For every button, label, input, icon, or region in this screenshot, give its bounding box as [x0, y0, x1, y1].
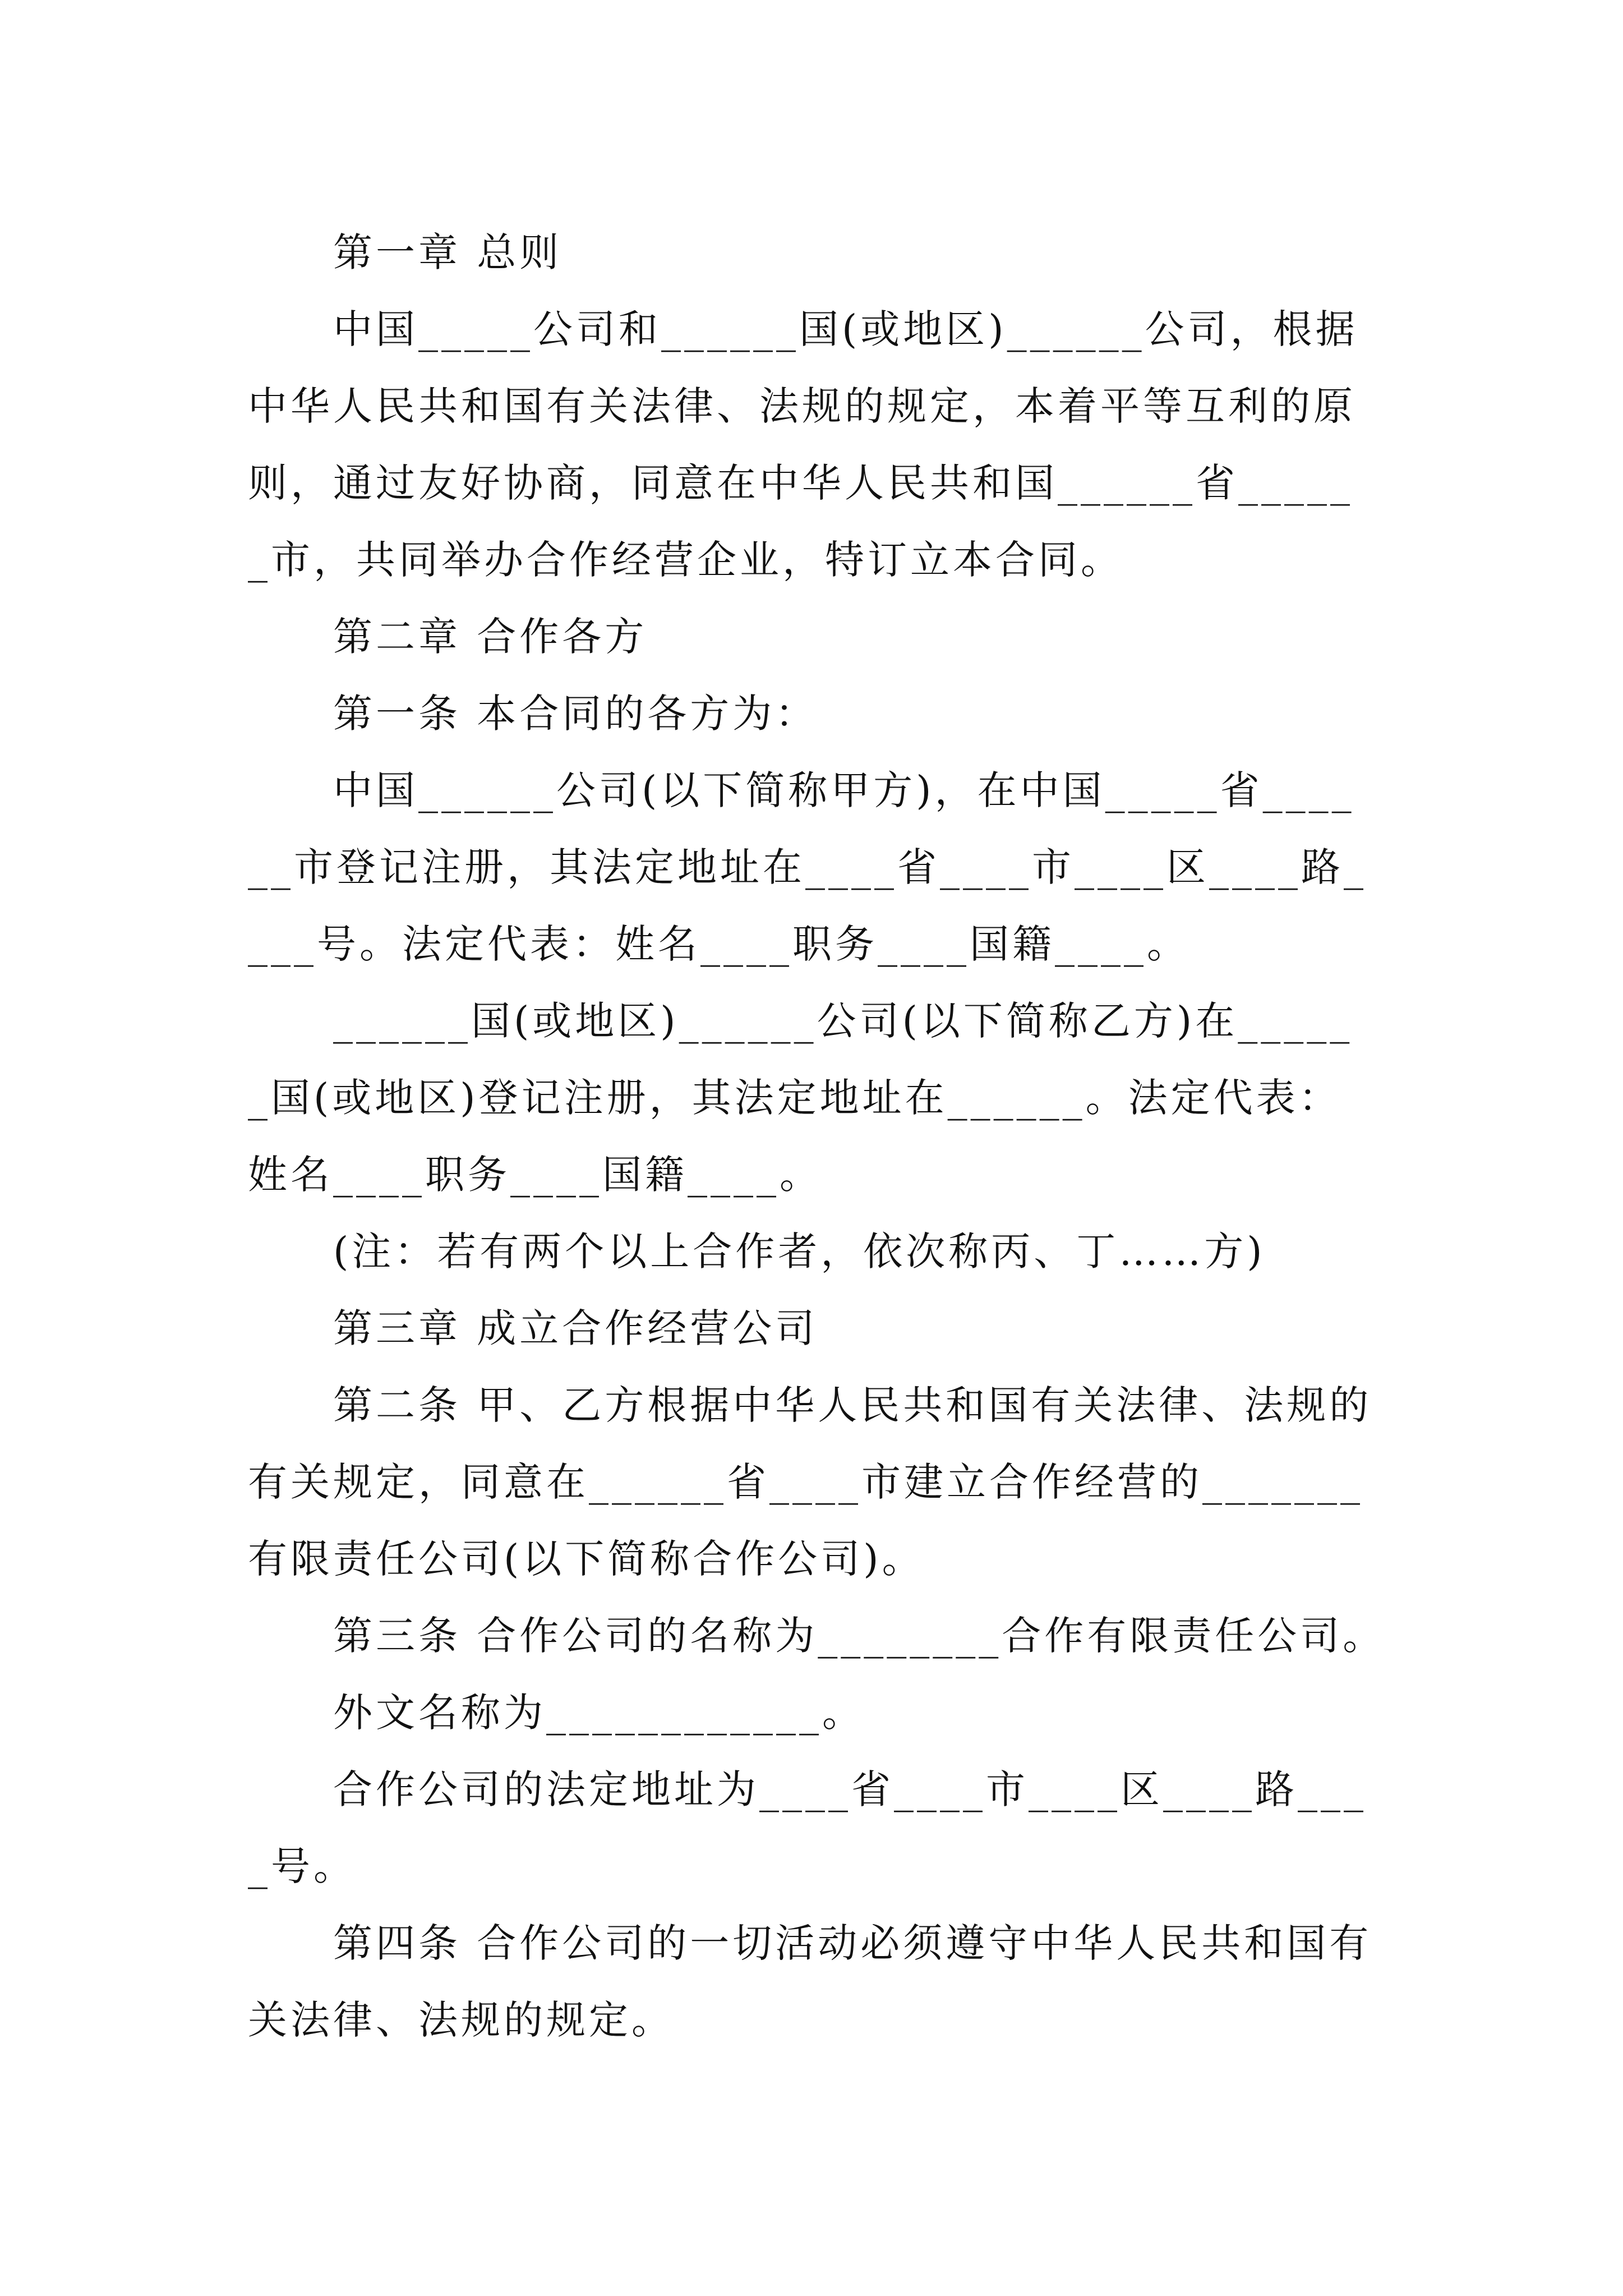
chapter-1-title: 第一章 总则	[333, 229, 562, 275]
chapter-1-body: 中国_____公司和______国(或地区)______公司，根据中华人民共和国有关法律、法规的规定，本着平等互利的原则，通过友好协商，同意在中华人民共和国______省______市，共同举办合作经营企业，特订立本合同。	[248, 306, 1358, 583]
chapter-2-title: 第二章 合作各方	[333, 614, 648, 660]
legal-address-line: 合作公司的法定地址为____省____市____区____路____号。	[248, 1766, 1367, 1889]
article-4-body: 第四条 合作公司的一切活动必须遵守中华人民共和国有关法律、法规的规定。	[248, 1920, 1372, 2043]
chapter-3-title: 第三章 成立合作经营公司	[333, 1305, 818, 1351]
party-b-description: ______国(或地区)______公司(以下简称乙方)在______国(或地区)登记注册，其法定地址在______。法定代表：姓名____职务____国籍____。	[248, 998, 1353, 1198]
article-3-body: 第三条 合作公司的名称为________合作有限责任公司。	[333, 1613, 1386, 1659]
contract-text	[248, 214, 1386, 2059]
article-2-body: 第二条 甲、乙方根据中华人民共和国有关法律、法规的有关规定，同意在______省____市建立合作经营的_______有限责任公司(以下简称合作公司)。	[248, 1382, 1372, 1582]
party-a-description: 中国______公司(以下简称甲方)，在中国_____省______市登记注册，其法定地址在____省____市____区____路____号。法定代表：姓名____职务____国籍____。	[248, 767, 1367, 967]
article-1-title: 第一条 本合同的各方为：	[333, 691, 818, 737]
foreign-name-line: 外文名称为____________。	[333, 1690, 865, 1736]
parties-note: (注：若有两个以上合作者，依次称丙、丁……方)	[333, 1228, 1266, 1274]
